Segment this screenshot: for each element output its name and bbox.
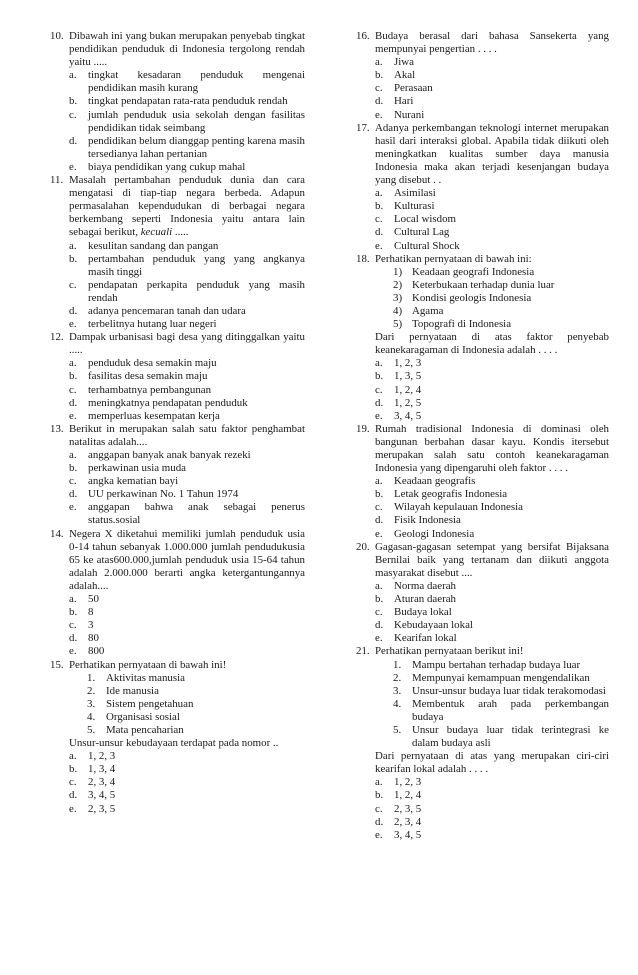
statement-text: Agama xyxy=(412,304,444,317)
option-text: Norma daerah xyxy=(394,579,456,592)
option-d xyxy=(375,397,609,410)
statement-text: Keterbukaan terhadap dunia luar xyxy=(412,278,555,291)
statement-number: 1) xyxy=(393,265,403,278)
option-letter: e. xyxy=(375,108,383,121)
option-letter: d. xyxy=(375,396,384,409)
option-text: 1, 3, 4 xyxy=(88,763,116,776)
question-note: Unsur-unsur kebudayaan terdapat pada nomor .. xyxy=(69,737,279,750)
option-letter: e. xyxy=(69,160,77,173)
statement-item xyxy=(375,672,609,685)
question-14 xyxy=(50,528,305,659)
statement-number: 4. xyxy=(393,697,402,710)
option-letter: a. xyxy=(375,579,383,592)
statement-text: Mata pencaharian xyxy=(106,723,184,736)
option-text: 1, 2, 4 xyxy=(394,383,422,396)
option-b xyxy=(375,789,609,802)
statement-text: Mempunyai kemampuan mengendalikan xyxy=(412,671,590,684)
option-letter: e. xyxy=(69,802,77,815)
question-stem xyxy=(69,174,305,239)
option-letter: c. xyxy=(69,776,77,789)
statement-number: 5) xyxy=(393,318,403,331)
statement-text: Mampu bertahan terhadap budaya luar xyxy=(412,658,581,671)
option-letter: b. xyxy=(69,370,78,383)
statement-number: 2. xyxy=(393,671,402,684)
option-letter: a. xyxy=(69,69,77,82)
question-number: 18. xyxy=(356,252,370,265)
option-c xyxy=(69,776,305,789)
statement-item xyxy=(69,698,305,711)
question-number: 17. xyxy=(356,121,370,134)
option-text: pendapatan perkapita penduduk yang masih rendah xyxy=(88,278,305,304)
option-e xyxy=(69,501,305,527)
statement-number: 5. xyxy=(87,723,96,736)
question-11 xyxy=(50,174,305,331)
option-d xyxy=(69,397,305,410)
option-letter: d. xyxy=(375,619,384,632)
option-a xyxy=(375,580,609,593)
option-letter: a. xyxy=(69,750,77,763)
option-text: 1, 3, 5 xyxy=(394,370,422,383)
option-text: 1, 2, 5 xyxy=(394,396,422,409)
option-letter: b. xyxy=(375,593,384,606)
option-text: 3, 4, 5 xyxy=(88,789,116,802)
option-b xyxy=(69,606,305,619)
option-b xyxy=(375,488,609,501)
option-letter: e. xyxy=(375,409,383,422)
statement-item xyxy=(375,685,609,698)
option-text: anggapan bahwa anak sebagai penerus status.sosial xyxy=(88,501,305,527)
option-e xyxy=(375,240,609,253)
option-text: fasilitas desa semakin maju xyxy=(88,370,208,383)
option-a xyxy=(69,69,305,95)
option-b xyxy=(69,370,305,383)
option-b xyxy=(69,95,305,108)
option-text: Wilayah kepulauan Indonesia xyxy=(394,501,523,514)
statement-number: 1. xyxy=(393,658,402,671)
option-text: Cultural Shock xyxy=(394,239,460,252)
question-number: 13. xyxy=(50,422,64,435)
option-text: 1, 2, 3 xyxy=(394,776,422,789)
option-letter: e. xyxy=(69,318,77,331)
question-number: 21. xyxy=(356,645,370,658)
statement-item xyxy=(375,266,609,279)
option-b xyxy=(69,763,305,776)
option-b xyxy=(69,253,305,279)
option-e xyxy=(69,803,305,816)
option-b xyxy=(375,200,609,213)
option-text: Budaya lokal xyxy=(394,606,452,619)
option-c xyxy=(69,109,305,135)
option-text: 3, 4, 5 xyxy=(394,828,422,841)
option-text: meningkatnya pendapatan penduduk xyxy=(88,396,248,409)
option-letter: a. xyxy=(69,357,77,370)
question-number: 10. xyxy=(50,30,64,42)
option-letter: d. xyxy=(69,396,78,409)
statement-number: 2) xyxy=(393,278,403,291)
option-letter: b. xyxy=(69,462,78,475)
option-text: Kebudayaan lokal xyxy=(394,619,473,632)
question-note: Dari pernyataan di atas faktor penyebab keanekaragaman di Indonesia adalah . . . . xyxy=(375,331,609,357)
option-text: Hari xyxy=(394,95,414,108)
option-letter: d. xyxy=(69,789,78,802)
option-c xyxy=(69,384,305,397)
option-text: Perasaan xyxy=(394,82,433,95)
option-text: 2, 3, 5 xyxy=(88,802,116,815)
option-letter: b. xyxy=(375,789,384,802)
question-number: 12. xyxy=(50,331,64,344)
statement-number: 5. xyxy=(393,723,402,736)
question-stem: Dibawah ini yang bukan merupakan penyebab tingkat pendidikan penduduk di Indonesia tergolong rendah yaitu ..... xyxy=(69,30,305,69)
statement-item xyxy=(375,724,609,750)
option-text: Asimilasi xyxy=(394,187,436,200)
option-letter: a. xyxy=(375,475,383,488)
statement-item xyxy=(69,685,305,698)
option-letter: a. xyxy=(69,593,77,606)
question-10 xyxy=(50,30,305,174)
statement-text: Aktivitas manusia xyxy=(106,671,185,684)
option-c xyxy=(375,501,609,514)
option-letter: e. xyxy=(69,645,77,658)
option-text: anggapan banyak anak banyak rezeki xyxy=(88,449,251,461)
option-e xyxy=(375,109,609,122)
option-d xyxy=(69,789,305,802)
question-stem: Adanya perkembangan teknologi internet merupakan hasil dari interaksi global. Apabila tidak diikuti oleh meningkatkan kualitas sumber daya manusia Indonesia maka akan terjadi kesenjangan budaya yang disebut . . xyxy=(375,121,609,187)
option-letter: e. xyxy=(375,828,383,841)
option-d xyxy=(69,632,305,645)
option-e xyxy=(69,318,305,331)
option-text: 2, 3, 5 xyxy=(394,802,422,815)
option-letter: a. xyxy=(69,449,77,461)
option-text: 3 xyxy=(88,619,94,632)
question-stem: Berikut in merupakan salah satu faktor penghambat natalitas adalah.... xyxy=(69,422,305,448)
option-a xyxy=(69,357,305,370)
option-letter: b. xyxy=(375,488,384,501)
option-text: Kearifan lokal xyxy=(394,632,457,645)
option-letter: c. xyxy=(375,213,383,226)
option-text: terbelitnya hutang luar negeri xyxy=(88,318,217,331)
question-number: 15. xyxy=(50,658,64,671)
option-text: 1, 2, 3 xyxy=(88,750,116,763)
option-c xyxy=(375,213,609,226)
option-text: 1, 2, 4 xyxy=(394,789,422,802)
option-letter: e. xyxy=(69,501,77,514)
option-e xyxy=(375,632,609,645)
question-stem: Negera X diketahui memiliki jumlah penduduk usia 0-14 tahun sebanyak 1.000.000 jumlah pendudukusia 65 ke atas600.000,jumlah penduduk usia 15-64 tahun adalah 2.000.000 berarti angka ketergantungannya adalah.... xyxy=(69,527,305,592)
option-e xyxy=(69,645,305,658)
option-c xyxy=(375,82,609,95)
option-d xyxy=(375,816,609,829)
option-b xyxy=(69,462,305,475)
option-a xyxy=(375,187,609,200)
option-text: Jiwa xyxy=(394,56,414,69)
statement-text: Topografi di Indonesia xyxy=(412,318,512,331)
option-letter: c. xyxy=(69,619,77,632)
option-letter: c. xyxy=(375,606,383,619)
question-12 xyxy=(50,331,305,423)
option-letter: e. xyxy=(375,632,383,645)
option-d xyxy=(375,514,609,527)
statement-number: 4. xyxy=(87,710,96,723)
statement-text: Membentuk arah pada perkembangan budaya xyxy=(412,697,609,723)
option-letter: b. xyxy=(375,69,384,82)
option-text: tingkat pendapatan rata-rata penduduk rendah xyxy=(88,95,288,108)
option-text: Fisik Indonesia xyxy=(394,514,461,527)
question-number: 16. xyxy=(356,30,370,42)
option-text: 50 xyxy=(88,593,99,606)
question-15 xyxy=(50,659,305,816)
option-text: Cultural Lag xyxy=(394,226,450,239)
option-letter: d. xyxy=(69,304,78,317)
option-a xyxy=(375,56,609,69)
option-letter: c. xyxy=(69,383,77,396)
option-a xyxy=(69,750,305,763)
option-d xyxy=(69,135,305,161)
option-letter: a. xyxy=(375,187,383,200)
question-13 xyxy=(50,423,305,528)
option-text: UU perkawinan No. 1 Tahun 1974 xyxy=(88,488,239,501)
option-letter: d. xyxy=(375,815,384,828)
question-21 xyxy=(356,645,609,841)
option-letter: d. xyxy=(69,632,78,645)
statement-item xyxy=(375,292,609,305)
option-text: Geologi Indonesia xyxy=(394,527,475,540)
statement-text: Unsur budaya luar tidak terintegrasi ke dalam budaya asli xyxy=(412,723,609,750)
option-letter: b. xyxy=(375,370,384,383)
option-e xyxy=(375,528,609,541)
option-c xyxy=(375,384,609,397)
question-stem: Gagasan-gagasan setempat yang bersifat Bijaksana Bernilai baik yang tertanam dan diikuti anggota masyarakat disebut .... xyxy=(375,540,609,579)
option-text: 80 xyxy=(88,632,99,645)
option-letter: d. xyxy=(69,134,78,147)
option-d xyxy=(69,305,305,318)
option-letter: d. xyxy=(69,488,78,501)
statement-text: Sistem pengetahuan xyxy=(106,697,194,710)
option-text: Aturan daerah xyxy=(394,593,456,606)
option-letter: c. xyxy=(375,82,383,95)
option-a xyxy=(69,449,305,462)
stem-italic-word: kecuali xyxy=(140,226,173,239)
statement-number: 1. xyxy=(87,671,96,684)
question-number: 11. xyxy=(50,174,64,187)
option-text: Keadaan geografis xyxy=(394,475,476,488)
option-letter: b. xyxy=(69,252,78,265)
statement-text: Keadaan geografi Indonesia xyxy=(412,265,535,278)
option-text: angka kematian bayi xyxy=(88,475,179,488)
statement-number: 3) xyxy=(393,291,403,304)
statement-number: 3. xyxy=(393,684,402,697)
option-letter: e. xyxy=(375,239,383,252)
option-e xyxy=(375,829,609,842)
statement-number: 4) xyxy=(393,304,403,317)
option-a xyxy=(375,776,609,789)
statement-text: Kondisi geologis Indonesia xyxy=(412,291,532,304)
option-text: pendidikan belum dianggap penting karena masih tersedianya lahan pertanian xyxy=(88,134,305,160)
option-c xyxy=(69,475,305,488)
question-20 xyxy=(356,541,609,646)
option-letter: b. xyxy=(69,95,78,108)
question-stem: Perhatikan pernyataan di bawah ini! xyxy=(69,658,227,671)
option-b xyxy=(375,370,609,383)
question-16 xyxy=(356,30,609,122)
question-stem: Perhatikan pernyataan berikut ini! xyxy=(375,645,524,658)
option-c xyxy=(375,803,609,816)
option-a xyxy=(69,240,305,253)
question-number: 20. xyxy=(356,540,370,553)
option-letter: d. xyxy=(375,514,384,527)
option-text: memperluas kesempatan kerja xyxy=(88,409,220,422)
option-letter: d. xyxy=(375,95,384,108)
option-e xyxy=(69,161,305,174)
option-letter: a. xyxy=(69,239,77,252)
option-text: 2, 3, 4 xyxy=(88,776,116,789)
option-text: Letak geografis Indonesia xyxy=(394,488,508,501)
statement-text: Ide manusia xyxy=(106,684,159,697)
option-text: biaya pendidikan yang cukup mahal xyxy=(88,160,246,173)
option-letter: b. xyxy=(69,763,78,776)
option-letter: c. xyxy=(69,475,77,488)
stem-tail: ..... xyxy=(172,226,189,239)
statement-text: Unsur-unsur budaya luar tidak terakomodasi xyxy=(412,684,606,697)
option-text: penduduk desa semakin maju xyxy=(88,357,217,370)
option-c xyxy=(69,279,305,305)
statement-item xyxy=(375,318,609,331)
option-text: jumlah penduduk usia sekolah dengan fasilitas pendidikan tidak seimbang xyxy=(88,108,305,134)
option-letter: a. xyxy=(375,357,383,370)
option-letter: a. xyxy=(375,56,383,69)
question-18 xyxy=(356,253,609,423)
option-text: 1, 2, 3 xyxy=(394,357,422,370)
statement-number: 3. xyxy=(87,697,96,710)
option-d xyxy=(375,619,609,632)
statement-number: 2. xyxy=(87,684,96,697)
statement-item xyxy=(375,659,609,672)
question-19 xyxy=(356,423,609,541)
option-b xyxy=(375,69,609,82)
option-letter: c. xyxy=(375,501,383,514)
option-d xyxy=(375,95,609,108)
option-e xyxy=(69,410,305,423)
option-c xyxy=(69,619,305,632)
option-b xyxy=(375,593,609,606)
option-d xyxy=(69,488,305,501)
statement-item xyxy=(375,698,609,724)
option-d xyxy=(375,226,609,239)
option-letter: c. xyxy=(375,802,383,815)
option-text: 800 xyxy=(88,645,105,658)
question-stem: Budaya berasal dari bahasa Sansekerta yang mempunyai pengertian . . . . xyxy=(375,30,609,56)
option-text: Akal xyxy=(394,69,416,82)
option-letter: b. xyxy=(375,200,384,213)
question-number: 14. xyxy=(50,527,64,540)
option-text: Nurani xyxy=(394,108,425,121)
option-letter: c. xyxy=(375,383,383,396)
option-letter: e. xyxy=(375,527,383,540)
option-text: Local wisdom xyxy=(394,213,457,226)
option-letter: c. xyxy=(69,278,77,291)
statement-item xyxy=(375,279,609,292)
option-text: perkawinan usia muda xyxy=(88,462,186,475)
option-letter: e. xyxy=(69,409,77,422)
option-text: 8 xyxy=(88,606,94,619)
question-stem: Perhatikan pernyataan di bawah ini: xyxy=(375,252,532,265)
option-a xyxy=(69,593,305,606)
left-column xyxy=(50,30,305,816)
option-e xyxy=(375,410,609,423)
option-letter: b. xyxy=(69,606,78,619)
right-column xyxy=(356,30,609,842)
option-letter: d. xyxy=(375,226,384,239)
option-text: kesulitan sandang dan pangan xyxy=(88,239,219,252)
option-text: adanya pencemaran tanah dan udara xyxy=(88,304,246,317)
question-note: Dari pernyataan di atas yang merupakan ciri-ciri kearifan lokal adalah . . . . xyxy=(375,750,609,776)
option-a xyxy=(375,357,609,370)
question-stem: Dampak urbanisasi bagi desa yang ditinggalkan yaitu ..... xyxy=(69,331,305,357)
option-text: pertambahan penduduk yang yang angkanya masih tinggi xyxy=(88,252,305,278)
statement-text: Organisasi sosial xyxy=(106,710,180,723)
option-text: tingkat kesadaran penduduk mengenai pendidikan masih kurang xyxy=(88,69,305,95)
option-a xyxy=(375,475,609,488)
option-letter: c. xyxy=(69,108,77,121)
question-stem: Rumah tradisional Indonesia di dominasi oleh bangunan berbahan dasar kayu. Kondis itersebut merupakan salah satu contoh keanekaragaman Indonesia yang dipengaruhi oleh faktor . . . . xyxy=(375,422,609,475)
option-c xyxy=(375,606,609,619)
question-number: 19. xyxy=(356,422,370,435)
option-letter: a. xyxy=(375,776,383,789)
option-text: 3, 4, 5 xyxy=(394,409,422,422)
option-text: 2, 3, 4 xyxy=(394,815,422,828)
statement-item xyxy=(375,305,609,318)
stem-text: Masalah pertambahan penduduk dunia dan cara mengatasi di tiap-tiap negara berbeda. Adapun permasalahan kependudukan di berbagai negara berkembang seperti Indonesia yaitu antara lain sebagai berikut, xyxy=(69,174,305,239)
statement-item xyxy=(69,711,305,724)
question-17 xyxy=(356,122,609,253)
statement-item xyxy=(69,724,305,737)
option-text: Kulturasi xyxy=(394,200,435,213)
statement-item xyxy=(69,672,305,685)
option-text: terhambatnya pembangunan xyxy=(88,383,212,396)
